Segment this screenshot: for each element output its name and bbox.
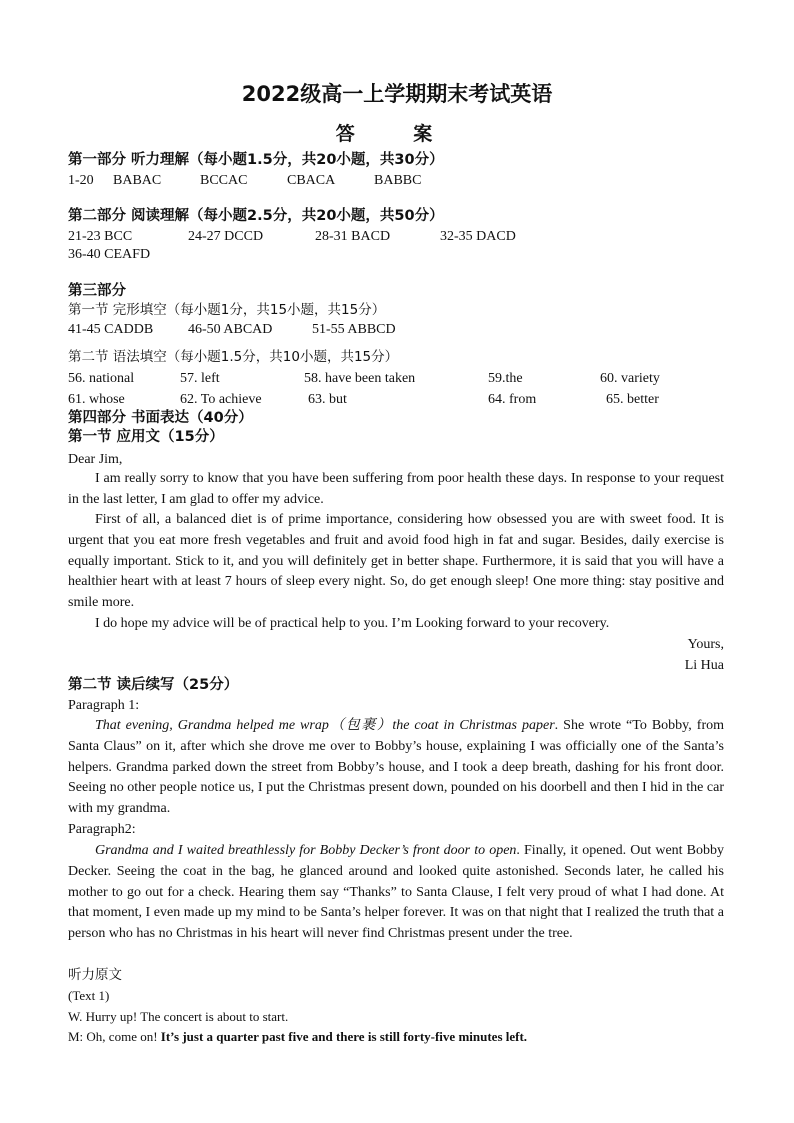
part1-range: 1-20 bbox=[68, 173, 94, 188]
part2-answers-group: 36-40 CEAFD bbox=[68, 247, 151, 262]
story-text: . Finally, it opened. Out went Bobby Decker. Seeing the coat in the bag, he glanced around and looked quite astonished. Seconds later, he called his mother to go out for a check. Hearing them say “Thanks” to Santa Clause, I felt very proud of what I had done. At that moment, I even made up my mind to be Santa’s helper forever. It was on that night that I realized the truth that a person who has no Christmas in his heart will never find Christmas present under the tree. bbox=[68, 843, 724, 942]
letter-paragraph: I do hope my advice will be of practical help to you. I’m Looking forward to your recovery. bbox=[95, 616, 610, 631]
letter-signature: Li Hua bbox=[684, 658, 724, 673]
part2-heading: 第二部分 阅读理解（每小题2.5分，共20小题，共50分） bbox=[68, 208, 444, 224]
grammar-answer: 64. from bbox=[488, 392, 537, 407]
grammar-answer: 65. better bbox=[606, 392, 659, 407]
continuation-writing-heading: 第二节 读后续写（25分） bbox=[68, 677, 239, 693]
story-paragraph-1 bbox=[68, 716, 724, 820]
grammar-heading: 第二节 语法填空（每小题1.5分，共10小题，共15分） bbox=[68, 349, 399, 365]
transcript-line: W. Hurry up! The concert is about to start. bbox=[68, 1009, 289, 1024]
grammar-answer: 63. but bbox=[308, 392, 347, 407]
given-opening-sentence: Grandma and I waited breathlessly for Bobby Decker’s front door to open bbox=[95, 843, 517, 858]
transcript-line bbox=[68, 1028, 527, 1046]
part2-answers-group: 28-31 BACD bbox=[315, 229, 391, 244]
part2-answers-group: 32-35 DACD bbox=[440, 229, 516, 244]
part1-answers-group: BABBC bbox=[374, 173, 422, 188]
part3-heading: 第三部分 bbox=[68, 283, 126, 299]
cloze-answers-group: 41-45 CADDB bbox=[68, 322, 154, 337]
part4-heading: 第四部分 书面表达（40分） bbox=[68, 410, 253, 426]
listening-transcript-heading: 听力原文 bbox=[68, 967, 122, 983]
letter-paragraph: I am really sorry to know that you have been suffering from poor health these days. In response to your request in the last letter, I am glad to offer my advice. bbox=[68, 471, 724, 507]
practical-writing-heading: 第一节 应用文（15分） bbox=[68, 429, 224, 445]
grammar-answer: 61. whose bbox=[68, 392, 125, 407]
story-text: . She wrote “To Bobby, from Santa Claus” on it, after which she drove me over to Bobby’s house, explaining I was officially one of the Santa’s helpers. Grandma parked down the street from Bobby’s house, and I took a deep breath, dashing for his front door. Seeing no other people notice us, I put the Christmas present down, pounded on his doorbell and then I hid in the car with my grandma. bbox=[68, 718, 724, 817]
grammar-answer: 62. To achieve bbox=[180, 392, 262, 407]
cloze-heading: 第一节 完形填空（每小题1分，共15小题，共15分） bbox=[68, 302, 386, 318]
grammar-answer: 57. left bbox=[180, 371, 220, 386]
part1-answers-group: BABAC bbox=[113, 173, 162, 188]
part2-answers-group: 24-27 DCCD bbox=[188, 229, 264, 244]
cloze-answers-group: 51-55 ABBCD bbox=[312, 322, 396, 337]
part2-answers-group: 21-23 BCC bbox=[68, 229, 133, 244]
part1-answers-group: CBACA bbox=[287, 173, 336, 188]
part1-heading: 第一部分 听力理解（每小题1.5分，共20小题，共30分） bbox=[68, 152, 444, 168]
letter-paragraph: First of all, a balanced diet is of prime importance, considering how obsessed you are with sweet food. It is urgent that you eat more fresh vegetables and fruit and avoid food high in fat and sugar. Besides, daily exercise is equally important. Stick to it, and you will definitely get in better shape. Furthermore, it is said that you will have a healthier heart with at least 7 hours of sleep every night. So, do get enough sleep! One more thing: stay positive and smile more. bbox=[68, 512, 724, 611]
given-opening-sentence: That evening, Grandma helped me wrap（包裹）the coat in Christmas paper bbox=[95, 718, 555, 733]
exam-title: 2022级高一上学期期末考试英语 bbox=[241, 82, 553, 106]
paragraph1-label: Paragraph 1: bbox=[68, 698, 140, 713]
letter-closing: Yours, bbox=[687, 637, 724, 652]
answer-subtitle: 答 案 bbox=[335, 123, 459, 145]
cloze-answers-group: 46-50 ABCAD bbox=[188, 322, 273, 337]
grammar-answer: 59.the bbox=[488, 371, 523, 386]
part1-answers-group: BCCAC bbox=[200, 173, 248, 188]
key-sentence: It’s just a quarter past five and there is still forty-five minutes left. bbox=[160, 1029, 528, 1044]
speaker-text: M: Oh, come on! bbox=[68, 1029, 161, 1044]
grammar-answer: 56. national bbox=[68, 371, 135, 386]
text-number: (Text 1) bbox=[68, 988, 110, 1003]
paragraph2-label: Paragraph2: bbox=[68, 822, 136, 837]
grammar-answer: 60. variety bbox=[600, 371, 660, 386]
grammar-answer: 58. have been taken bbox=[304, 371, 416, 386]
letter-greeting: Dear Jim, bbox=[68, 452, 123, 467]
story-paragraph-2 bbox=[68, 841, 724, 945]
